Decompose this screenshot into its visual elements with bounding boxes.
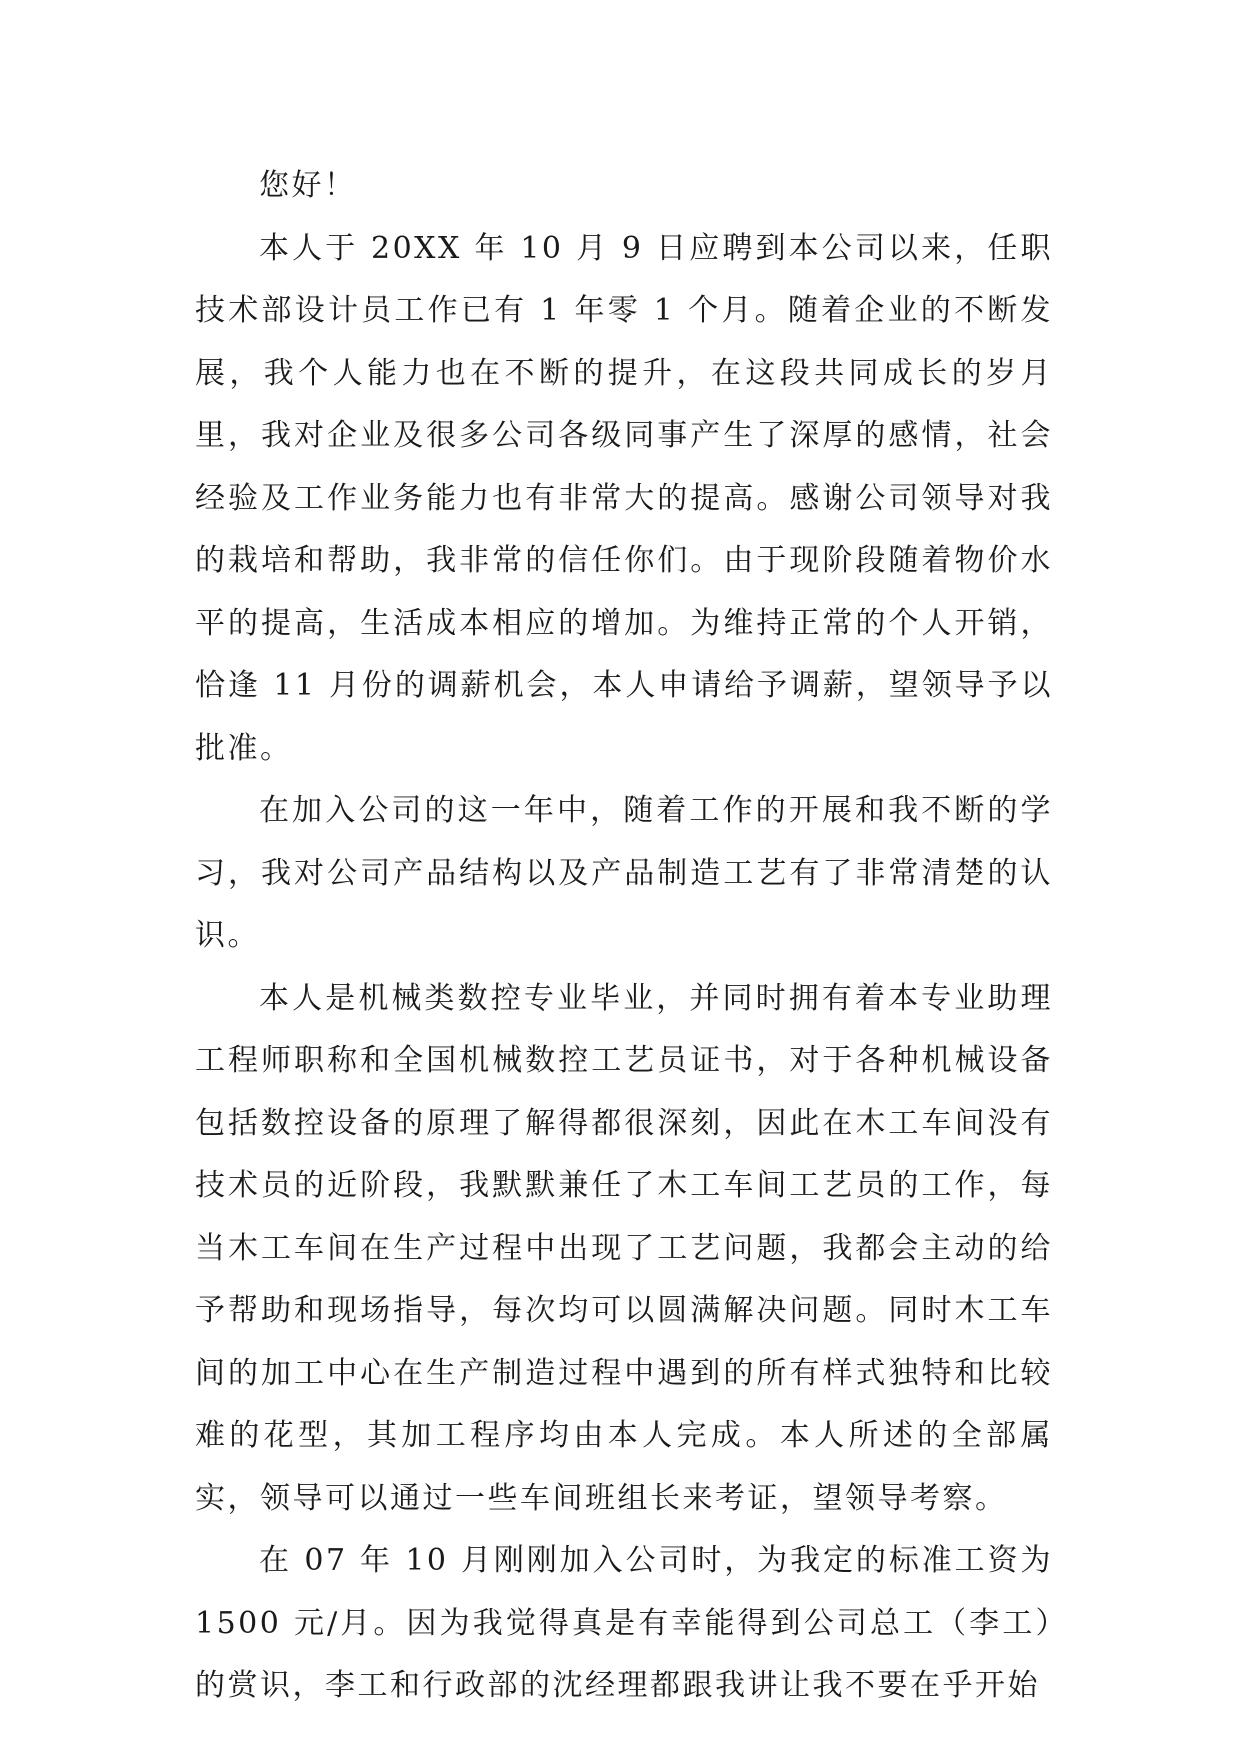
letter-body — [195, 155, 1053, 1718]
paragraph-1: 本人于 20XX 年 10 月 9 日应聘到本公司以来，任职技术部设计员工作已有 1 年零 1 个月。随着企业的不断发展，我个人能力也在不断的提升，在这段共同成长的岁月里，我对企业及很多公司各级同事产生了深厚的感情，社会经验及工作业务能力也有非常大的提高。感谢公司领导对我的栽培和帮助，我非常的信任你们。由于现阶段随着物价水平的提高，生活成本相应的增加。为维持正常的个人开销，恰逢 11 月份的调薪机会，本人申请给予调薪，望领导予以批准。 — [195, 230, 1053, 766]
paragraph-2: 在加入公司的这一年中，随着工作的开展和我不断的学习，我对公司产品结构以及产品制造工艺有了非常清楚的认识。 — [195, 793, 1053, 953]
greeting: 您好！ — [259, 168, 357, 203]
paragraph-4: 在 07 年 10 月刚刚加入公司时，为我定的标准工资为 1500 元/月。因为我觉得真是有幸能得到公司总工（李工）的赏识，李工和行政部的沈经理都跟我讲让我不要在乎开始 — [195, 1543, 1053, 1703]
paragraph-3: 本人是机械类数控专业毕业，并同时拥有着本专业助理工程师职称和全国机械数控工艺员证书，对于各种机械设备包括数控设备的原理了解得都很深刻，因此在木工车间没有技术员的近阶段，我默默兼任了木工车间工艺员的工作，每当木工车间在生产过程中出现了工艺问题，我都会主动的给予帮助和现场指导，每次均可以圆满解决问题。同时木工车间的加工中心在生产制造过程中遇到的所有样式独特和比较难的花型，其加工程序均由本人完成。本人所述的全部属实，领导可以通过一些车间班组长来考证，望领导考察。 — [195, 980, 1053, 1516]
